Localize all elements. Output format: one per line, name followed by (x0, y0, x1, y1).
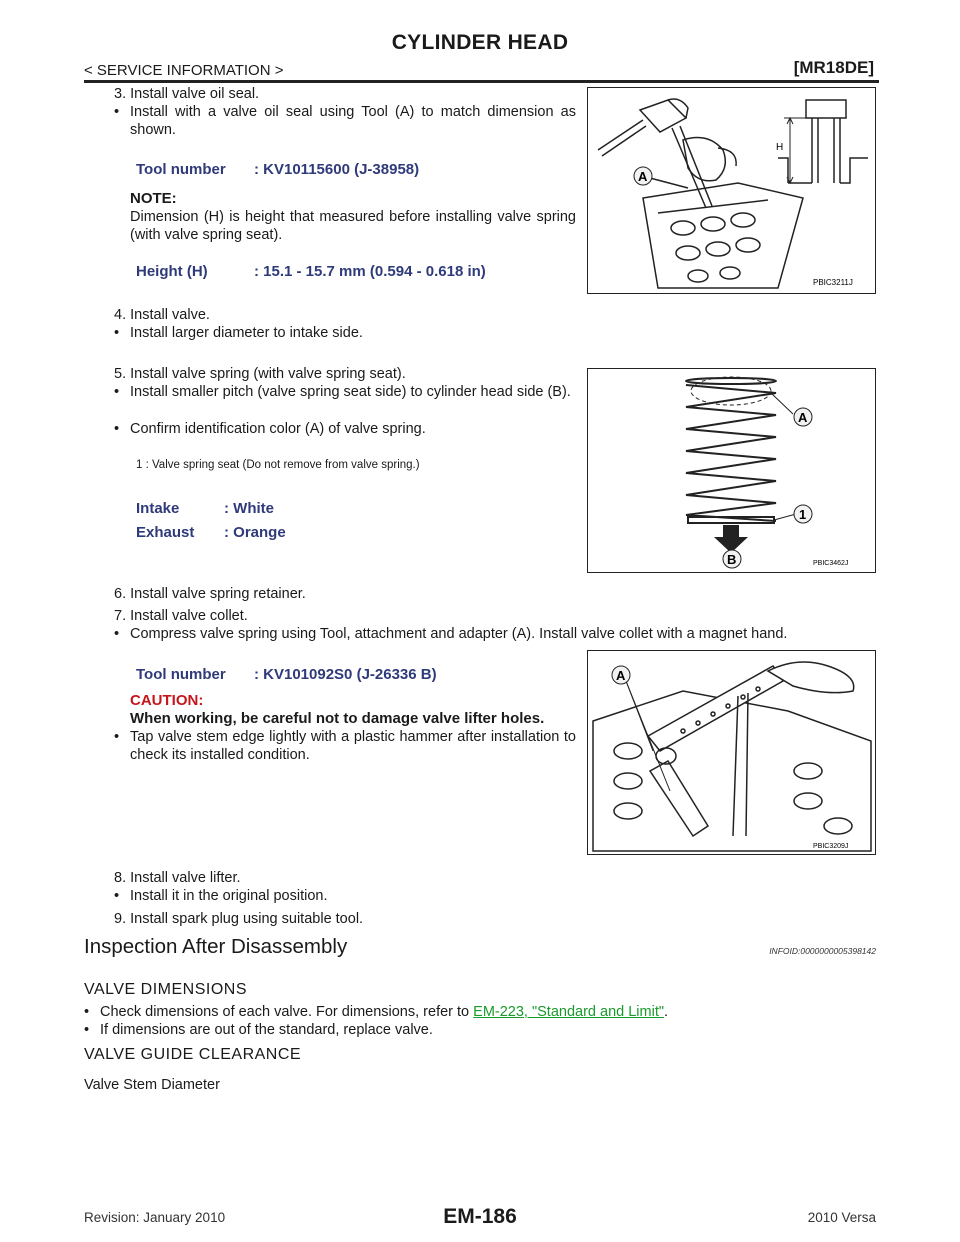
valve-guide-clearance-heading: VALVE GUIDE CLEARANCE (84, 1046, 302, 1063)
bullet-icon: • (114, 421, 120, 437)
step-6-title: 6. Install valve spring retainer. (114, 586, 306, 602)
figure-valve-oil-seal (587, 87, 876, 294)
step-3-title: 3. Install valve oil seal. (114, 86, 260, 102)
revision-date: Revision: January 2010 (84, 1210, 226, 1225)
engine-model: [MR18DE] (793, 58, 874, 77)
bullet-icon: • (114, 626, 120, 642)
caution-text: When working, be careful not to damage valve lifter holes. (130, 710, 545, 727)
page-number: EM-186 (443, 1205, 517, 1228)
bullet-icon: • (114, 384, 120, 400)
fig2-code: PBIC3462J (813, 560, 849, 567)
bullet-icon: • (114, 104, 120, 120)
fig2-label-1: 1 (799, 507, 807, 522)
step-7-bullet-2: • Tap valve stem edge lightly with a plastic hammer after installation to check its installed condition. (114, 729, 576, 763)
fig2-label-b: B (727, 552, 737, 567)
step-5-bullet-2: • Confirm identification color (A) of valve spring. (114, 421, 426, 437)
step-9-title: 9. Install spark plug using suitable tool. (114, 911, 364, 927)
bullet-icon: • (84, 1022, 90, 1038)
bullet-icon: • (114, 325, 120, 341)
fig2-label-a: A (798, 410, 808, 425)
info-id: INFOID:0000000005398142 (769, 946, 876, 956)
valve-collet-illustration (588, 651, 875, 854)
valve-dimensions-bullet-1: • Check dimensions of each valve. For dimensions, refer to EM-223, "Standard and Limit". (84, 1004, 669, 1020)
vehicle-model-year: 2010 Versa (807, 1210, 876, 1225)
bullet-icon: • (114, 729, 120, 745)
bullet-icon: • (84, 1004, 90, 1020)
fig1-code: PBIC3211J (813, 278, 853, 287)
fig3-code: PBIC3209J (813, 843, 849, 850)
section-breadcrumb: < SERVICE INFORMATION > (84, 62, 284, 79)
figure-valve-spring (587, 368, 876, 573)
valve-stem-diameter-label: Valve Stem Diameter (84, 1077, 220, 1093)
step-8-title: 8. Install valve lifter. (114, 870, 241, 886)
inspection-heading: Inspection After Disassembly (84, 935, 348, 958)
step-5-legend: 1 : Valve spring seat (Do not remove from valve spring.) (136, 459, 420, 471)
exhaust-color: Exhaust : Orange (136, 524, 286, 541)
step-3-note-text: Dimension (H) is height that measured before installing valve spring (with valve spring seat). (130, 209, 576, 243)
page-title: CYLINDER HEAD (391, 31, 569, 54)
header-rule (84, 80, 879, 83)
valve-dimensions-bullet-2: • If dimensions are out of the standard, replace valve. (84, 1022, 433, 1038)
step-5-title: 5. Install valve spring (with valve spring seat). (114, 366, 406, 382)
step-7-bullet: • Compress valve spring using Tool, attachment and adapter (A). Install valve collet with a magnet hand. (114, 626, 788, 642)
caution-label: CAUTION: (130, 692, 204, 709)
step-4-title: 4. Install valve. (114, 307, 210, 323)
step-4-bullet: • Install larger diameter to intake side. (114, 325, 363, 341)
valve-oil-seal-illustration (588, 88, 875, 293)
fig3-label-a: A (616, 668, 626, 683)
valve-spring-illustration (588, 369, 875, 572)
figure-valve-collet (587, 650, 876, 855)
intake-color: Intake : White (136, 500, 274, 517)
step-3-height-spec: Height (H) : 15.1 - 15.7 mm (0.594 - 0.618 in) (136, 263, 486, 280)
step-3-tool-spec: Tool number : KV10115600 (J-38958) (136, 161, 420, 178)
standard-and-limit-link[interactable]: EM-223, "Standard and Limit" (473, 1004, 664, 1020)
step-7-title: 7. Install valve collet. (114, 608, 248, 624)
step-5-bullet-1: • Install smaller pitch (valve spring seat side) to cylinder head side (B). (114, 384, 571, 400)
bullet-icon: • (114, 888, 120, 904)
fig1-label-a: A (638, 169, 648, 184)
step-3-bullet: • Install with a valve oil seal using Tool (A) to match dimension as shown. (114, 104, 576, 138)
step-3-note-label: NOTE: (130, 190, 177, 207)
step-7-tool-spec: Tool number : KV101092S0 (J-26336 B) (136, 666, 437, 683)
valve-dimensions-heading: VALVE DIMENSIONS (84, 981, 247, 998)
step-8-bullet: • Install it in the original position. (114, 888, 328, 904)
fig1-label-h: H (776, 142, 784, 153)
